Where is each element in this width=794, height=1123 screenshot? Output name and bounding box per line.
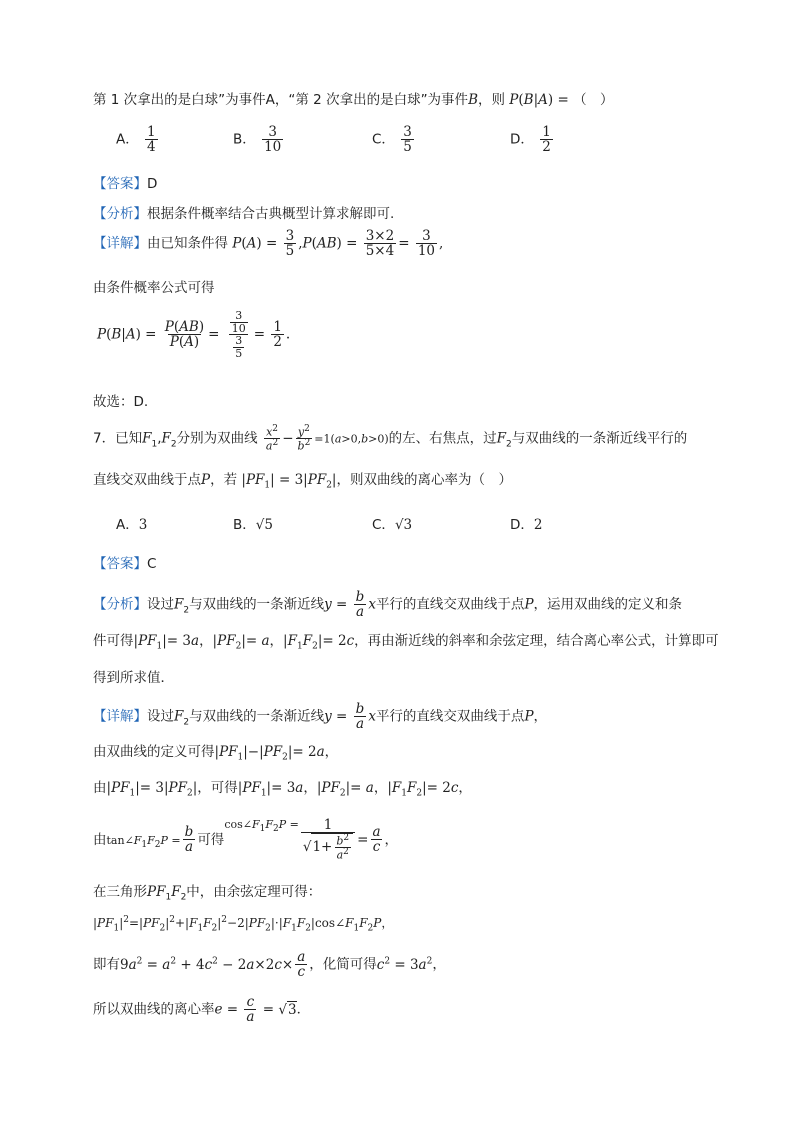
q6-option-c bbox=[372, 125, 416, 154]
q7-analysis-line1: 【分析】设过$F_2$与双曲线的一条渐近线y = $\frac{b}{a}$ x平行的直线交双曲线于点P，运用双曲线的定义和条 bbox=[93, 589, 683, 621]
answer-value: D bbox=[147, 176, 158, 192]
q7-option-a bbox=[116, 513, 147, 533]
detail-text: 与双曲线的一条渐近线 bbox=[189, 708, 325, 725]
detail-tag: 【详解】 bbox=[93, 708, 147, 725]
q6-stem: 第 1 次拿出的是白球”为事件A，“第 2 次拿出的是白球”为事件B，则 P(B|A) = （ ） bbox=[93, 92, 614, 108]
option-num: 1 bbox=[542, 124, 551, 140]
q7-detail-line7: 即有$9a^2 = a^2 + 4c^2 - 2a\times 2c\times$ $\frac{a}{c}$ ，化简可得$c^2 = 3a^2$， bbox=[93, 949, 446, 981]
q7-detail-line5: 在三角形$PF_1F_2$中，由余弦定理可得： bbox=[93, 884, 322, 903]
q7-detail-line6: $|PF_1|^2=|PF_2|^2+|F_1F_2|^2-2|PF_2|\cdot|F_1F_2|\cos\angle F_1F_2P$， bbox=[93, 915, 394, 934]
q7-option-b bbox=[233, 513, 273, 533]
q7-answer bbox=[93, 552, 156, 572]
detail-text: 由已知条件得 bbox=[147, 235, 228, 252]
q7-stem-line1: 7．已知$F_1,F_2$分别为双曲线 $\frac{x^2}{a^2}$ − $\frac{y^2}{b^2}$ =1(a>0,b>0)的左、右焦点，过$F_2$与双曲线的一条渐近线平行的 bbox=[93, 424, 688, 453]
option-text: √5 bbox=[255, 517, 273, 533]
q7-detail-line2: 由双曲线的定义可得$|PF_1|-|PF_2|= 2a$， bbox=[93, 744, 339, 763]
option-letter: D． bbox=[510, 517, 534, 533]
detail-text: 所以双曲线的离心率 bbox=[93, 1001, 215, 1018]
option-num: 1 bbox=[147, 124, 156, 140]
q7-stem-text: ，则双曲线的离心率为（ ） bbox=[336, 472, 512, 488]
detail-text: 可得 bbox=[197, 831, 225, 848]
detail-text: 由 bbox=[93, 831, 107, 848]
q6-stem-text: 第 1 次拿出的是白球”为事件A，“第 2 次拿出的是白球”为事件 bbox=[93, 92, 469, 108]
q7-stem-text: 直线交双曲线于点 bbox=[93, 472, 201, 488]
q7-analysis-line3 bbox=[93, 666, 174, 686]
analysis-text: 得到所求值． bbox=[93, 670, 174, 686]
answer-tag: 【答案】 bbox=[93, 556, 147, 572]
analysis-text: 根据条件概率结合古典概型计算求解即可. bbox=[147, 206, 395, 222]
detail-text: ，可得 bbox=[197, 780, 238, 796]
q7-option-c bbox=[372, 513, 412, 533]
option-text: √3 bbox=[394, 517, 413, 533]
q7-stem-text: 分别为双曲线 bbox=[176, 430, 258, 447]
answer-value: C bbox=[147, 556, 157, 572]
q7-stem-text: ，若 bbox=[210, 472, 238, 488]
conclusion-text: 故选：D. bbox=[93, 394, 149, 410]
option-text: 3 bbox=[138, 517, 148, 533]
analysis-text: ，再由渐近线的斜率和余弦定理，结合离心率公式，计算即可 bbox=[354, 633, 719, 649]
option-num: 3 bbox=[403, 124, 412, 140]
option-num: 3 bbox=[268, 124, 277, 140]
option-den: 2 bbox=[542, 139, 551, 156]
q6-option-d bbox=[510, 125, 555, 154]
q7-stem-line2: 直线交双曲线于点P，若 $|PF_1| = 3|PF_2|$，则双曲线的离心率为（ ） bbox=[93, 472, 512, 491]
detail-text: 平行的直线交双曲线于点 bbox=[375, 708, 525, 725]
q6-detail: 【详解】由已知条件得 P(A) = $\frac{3}{5}$ ,P(AB) = $\frac{3\times 2}{5\times 4}$ = $\frac{3}{10}$ , bbox=[93, 228, 444, 260]
option-letter: B． bbox=[233, 517, 256, 533]
q7-analysis-line2: 件可得$|PF_1|= 3a$，$|PF_2|= a$，$|F_1F_2|= 2c$，再由渐近线的斜率和余弦定理，结合离心率公式，计算即可 bbox=[93, 633, 719, 652]
detail-text: ，化简可得 bbox=[309, 956, 377, 973]
option-letter: C． bbox=[372, 517, 395, 533]
formula-intro: 由条件概率公式可得 bbox=[93, 280, 215, 296]
detail-text: 中，由余弦定理可得： bbox=[186, 884, 322, 900]
q6-stem-tail: ，则 bbox=[477, 92, 505, 108]
option-den: 10 bbox=[264, 139, 282, 156]
q7-detail-line8: 所以双曲线的离心率e = $\frac{c}{a}$ = √3． bbox=[93, 994, 311, 1026]
q6-option-b bbox=[233, 125, 285, 154]
answer-tag: 【答案】 bbox=[93, 176, 147, 192]
q7-number: 7．已知 bbox=[93, 430, 143, 447]
option-letter: A． bbox=[116, 131, 139, 148]
option-letter: B． bbox=[233, 131, 256, 148]
detail-text: 由 bbox=[93, 780, 107, 796]
option-text: 2 bbox=[533, 517, 543, 533]
option-den: 5 bbox=[403, 139, 412, 156]
analysis-tag: 【分析】 bbox=[93, 596, 147, 613]
analysis-text: 设过 bbox=[147, 596, 174, 613]
option-letter: C． bbox=[372, 131, 395, 148]
detail-text: 在三角形 bbox=[93, 884, 147, 900]
detail-text: 由双曲线的定义可得 bbox=[93, 744, 215, 760]
q6-formula-intro bbox=[93, 276, 215, 296]
analysis-text: 与双曲线的一条渐近线 bbox=[189, 596, 325, 613]
q6-bracket: （ ） bbox=[573, 92, 614, 108]
option-den: 4 bbox=[147, 139, 156, 156]
analysis-text: 平行的直线交双曲线于点 bbox=[375, 596, 525, 613]
option-letter: D． bbox=[510, 131, 534, 148]
q7-detail-line4: 由$\tan\angle F_1F_2P$ = $\frac{b}{a}$ 可得$^{cos\angle F_1F_2P =}$ 1 √1+ $\frac{b^2}{a^2}$ = $\frac{a}{c}$ ， bbox=[93, 817, 399, 863]
analysis-text: ，运用双曲线的定义和条 bbox=[533, 596, 683, 613]
q7-detail-line3: 由$|PF_1|= 3|PF_2|$，可得$|PF_1|= 3a$，$|PF_2|= a$，$|F_1F_2|= 2c$， bbox=[93, 780, 472, 799]
detail-tag: 【详解】 bbox=[93, 235, 147, 252]
q6-formula: P(B|A) = $\frac{P(AB)}{P(A)}$ = $\frac{\frac{3}{10}}{\frac{3}{5}}$ = $\frac{1}{2}$ . bbox=[97, 309, 291, 360]
q6-option-a bbox=[116, 125, 160, 154]
analysis-text: 件可得 bbox=[93, 633, 134, 649]
q6-answer bbox=[93, 172, 157, 192]
q7-detail-line1: 【详解】设过$F_2$与双曲线的一条渐近线y = $\frac{b}{a}$ x平行的直线交双曲线于点P， bbox=[93, 701, 548, 733]
q6-analysis bbox=[93, 202, 394, 222]
detail-text: 即有 bbox=[93, 956, 120, 973]
detail-text: 设过 bbox=[147, 708, 174, 725]
q7-stem-text: 与双曲线的一条渐近线平行的 bbox=[511, 430, 688, 447]
analysis-tag: 【分析】 bbox=[93, 206, 147, 222]
q7-option-d bbox=[510, 513, 543, 533]
q7-stem-text: 的左、右焦点，过 bbox=[388, 430, 497, 447]
option-letter: A． bbox=[116, 517, 139, 533]
q6-conclusion bbox=[93, 390, 148, 410]
